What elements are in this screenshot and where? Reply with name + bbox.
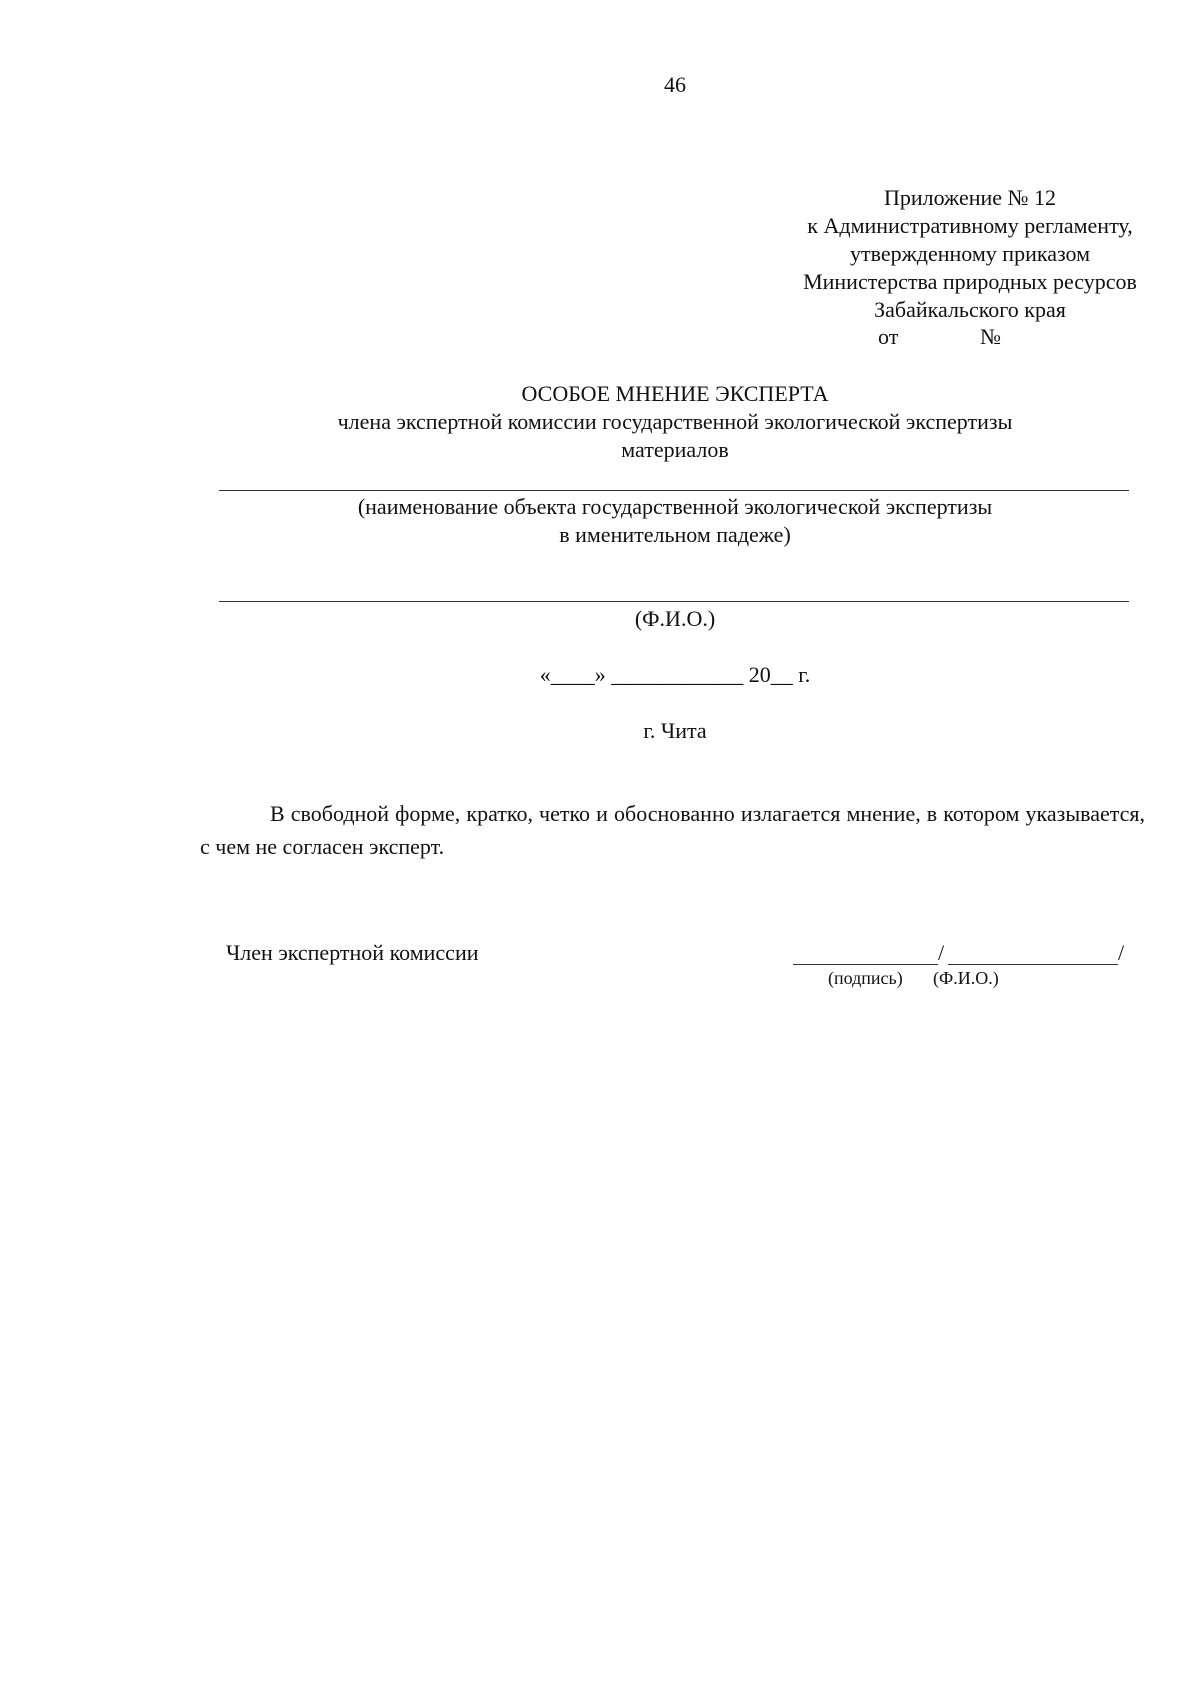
appendix-line-1: Приложение № 12 [883, 185, 1057, 210]
object-caption-line-1: (наименование объекта государственной экологической экспертизы [357, 494, 993, 519]
document-title: ОСОБОЕ МНЕНИЕ ЭКСПЕРТА [521, 381, 829, 406]
body-paragraph: В свободной форме, кратко, четко и обоснованно излагается мнение, в котором указывается, с чем не согласен эксперт. [200, 801, 1145, 859]
document-subtitle: члена экспертной комиссии государственной экологической экспертизы [337, 409, 1013, 434]
signature-blank-line[interactable] [793, 964, 938, 965]
appendix-number-label: № [980, 324, 1001, 349]
appendix-from-label: от [878, 324, 899, 349]
fio-blank-line[interactable] [219, 601, 1129, 602]
object-caption-line-2: в именительном падеже) [559, 522, 791, 547]
signature-slash-1: / [938, 940, 945, 965]
signature-caption: (подпись) [828, 968, 903, 988]
fio-caption: (Ф.И.О.) [634, 606, 716, 631]
city-label: г. Чита [643, 718, 707, 743]
signature-fio-caption: (Ф.И.О.) [933, 968, 999, 988]
signature-fio-blank-line[interactable] [948, 964, 1118, 965]
document-subtitle-materials: материалов [621, 437, 729, 462]
appendix-line-5: Забайкальского края [874, 297, 1066, 322]
commission-member-label: Член экспертной комиссии [226, 940, 479, 965]
date-line[interactable]: «____» ____________ 20__ г. [539, 662, 811, 687]
appendix-line-3: утвержденному приказом [849, 241, 1091, 266]
appendix-line-4: Министерства природных ресурсов [803, 269, 1137, 294]
appendix-line-2: к Административному регламенту, [807, 213, 1133, 238]
signature-slash-2: / [1118, 940, 1125, 965]
page-number: 46 [664, 72, 686, 97]
object-name-blank-line[interactable] [219, 490, 1129, 491]
